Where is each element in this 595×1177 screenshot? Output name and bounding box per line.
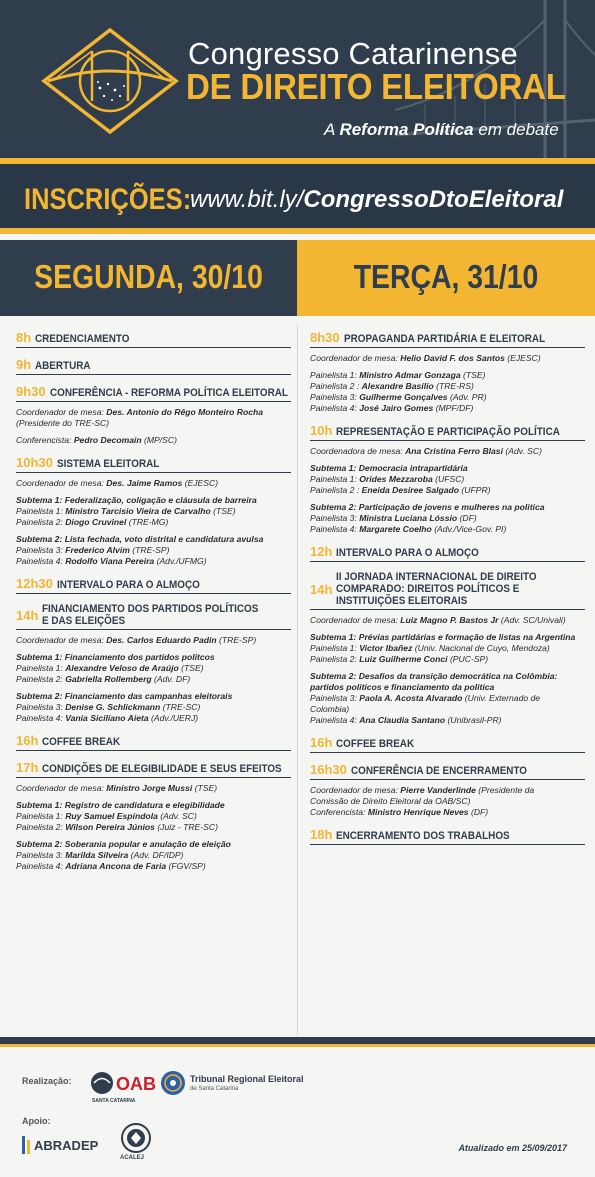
schedule-item	[16, 455, 291, 567]
schedule-title: PROPAGANDA PARTIDÁRIA E ELEITORAL	[343, 333, 545, 345]
footer-divider	[0, 1037, 595, 1047]
schedule-item-header	[16, 760, 291, 778]
detail-pre: Conferencista:	[16, 435, 74, 445]
detail-post: (Adv. SC)	[157, 811, 197, 821]
schedule-detail-line	[310, 502, 585, 513]
detail-post: (UFPR)	[459, 485, 491, 495]
schedule-detail-line	[16, 635, 291, 646]
schedule-title: CONDIÇÕES DE ELEGIBILIDADE E SEUS EFEITOS	[42, 763, 283, 775]
detail-pre: Painelista 1:	[310, 474, 360, 484]
schedule-title: SISTEMA ELEITORAL	[56, 458, 160, 470]
schedule-detail-line	[16, 783, 291, 794]
detail-bold: Subtema 1: Registro de candidatura e elegibilidade	[16, 800, 225, 810]
schedule-detail-line	[310, 643, 585, 654]
schedule-detail-line	[310, 682, 585, 693]
schedule-item-header	[16, 576, 291, 594]
acalej-name: ACALEJ	[120, 1155, 145, 1161]
subtitle-bold: Reforma Política	[339, 120, 474, 139]
abradep-name: ABRADEP	[34, 1138, 99, 1153]
detail-pre: (Presidente do TRE-SC)	[16, 418, 110, 428]
schedule-detail-line	[310, 704, 585, 715]
schedule-detail-line	[310, 524, 585, 535]
schedule-detail-line	[310, 796, 585, 807]
schedule-item	[16, 330, 291, 348]
schedule-detail-line	[16, 556, 291, 567]
detail-pre: Painelista 4:	[16, 861, 66, 871]
detail-bold: Alexandre Veloso de Araújo	[65, 663, 179, 673]
day-header-tuesday	[297, 240, 595, 316]
schedule-detail-line	[310, 513, 585, 524]
detail-bold: Subtema 1: Financiamento dos partidos politcos	[16, 652, 215, 662]
detail-bold: Ministro Henrique Neves	[367, 807, 469, 817]
schedule-time: 10h30	[16, 455, 53, 470]
schedule-detail-line	[310, 671, 585, 682]
detail-post: (TRE-RS)	[433, 381, 474, 391]
schedule-detail-line	[16, 545, 291, 556]
schedule-time: 16h	[310, 735, 333, 750]
schedule-detail-line	[16, 839, 291, 850]
registration-link[interactable]	[190, 186, 563, 214]
schedule-item	[310, 827, 585, 845]
detail-pre: Painelista 1:	[16, 506, 66, 516]
detail-bold: partidos politicos e financiamento da politica	[310, 682, 495, 692]
detail-bold: Guilherme Gonçalves	[359, 392, 448, 402]
detail-bold: Subtema 2: Desafios da transição democrática na Colômbia:	[310, 671, 558, 681]
detail-pre: Coordenador de mesa:	[310, 353, 401, 363]
detail-post: (TSE)	[210, 506, 236, 516]
detail-post: (DF)	[457, 513, 477, 523]
registration-bar	[0, 158, 595, 234]
schedule-detail-line	[310, 715, 585, 726]
schedule-detail-line	[16, 652, 291, 663]
congress-title-line2: DE DIREITO ELEITORAL	[186, 66, 566, 107]
detail-pre: Coordenador de mesa:	[16, 635, 107, 645]
apoio-label: Apoio:	[22, 1116, 51, 1126]
schedule-item-header	[310, 423, 585, 441]
detail-pre: Coordenador de mesa:	[16, 783, 107, 793]
registration-label: INSCRIÇÕES:	[24, 183, 192, 216]
schedule-item	[310, 544, 585, 562]
detail-pre: Painelista 4:	[310, 715, 360, 725]
detail-bold: Ruy Samuel Espíndola	[65, 811, 158, 821]
schedule-item-header	[16, 330, 291, 348]
schedule-item	[16, 733, 291, 751]
detail-post: (MP/SC)	[141, 435, 177, 445]
detail-pre: Painelista 1:	[16, 663, 66, 673]
schedule-detail-line	[310, 693, 585, 704]
schedule-item-header	[16, 455, 291, 473]
schedule-item-header	[16, 733, 291, 751]
detail-post: (Juiz - TRE-SC)	[154, 822, 218, 832]
detail-bold: Subtema 1: Federalização, coligação e cláusula de barreira	[16, 495, 257, 505]
schedule-title: CREDENCIAMENTO	[35, 333, 130, 345]
schedule-detail-line	[310, 474, 585, 485]
schedule-detail-line	[16, 534, 291, 545]
schedule-detail-line	[16, 691, 291, 702]
schedule-detail-line	[16, 495, 291, 506]
detail-bold: Marilda Silveira	[65, 850, 129, 860]
oab-subtitle: SANTA CATARINA	[92, 1098, 136, 1104]
detail-pre: Painelista 4:	[310, 403, 360, 413]
detail-post: (Adv. SC/Univali)	[498, 615, 566, 625]
schedule-time: 18h	[310, 827, 333, 842]
detail-bold: Des. Jaime Ramos	[106, 478, 183, 488]
detail-post: (TRE-SP)	[129, 545, 170, 555]
schedule-time: 9h30	[16, 384, 46, 399]
detail-pre: Coordenador de mesa:	[310, 785, 401, 795]
detail-pre: Painelista 1:	[310, 370, 360, 380]
schedule-item-header	[310, 571, 585, 610]
tre-subtitle: de Santa Catarina	[190, 1086, 239, 1092]
detail-bold: Rodolfo Viana Pereira	[65, 556, 155, 566]
detail-pre: Coordenador de mesa:	[310, 615, 401, 625]
detail-bold: Subtema 1: Democracia intrapartidária	[310, 463, 468, 473]
detail-pre: Painelista 3:	[16, 702, 66, 712]
realizacao-label: Realização:	[22, 1076, 72, 1086]
schedule-item	[16, 760, 291, 872]
detail-bold: Wilson Pereira Júnios	[65, 822, 155, 832]
detail-bold: Des. Carlos Eduardo Padin	[106, 635, 217, 645]
detail-bold: Ministro Jorge Mussi	[106, 783, 193, 793]
schedule-item	[310, 330, 585, 414]
abradep-emblem-icon	[20, 1134, 34, 1156]
schedule-title: ABERTURA	[35, 360, 91, 372]
detail-pre: Painelista 3:	[310, 693, 360, 703]
schedule-title: INTERVALO PARA O ALMOÇO	[336, 547, 480, 559]
schedule-item	[310, 762, 585, 818]
detail-bold: Luiz Magno P. Bastos Jr	[400, 615, 499, 625]
day-label-monday: SEGUNDA, 30/10	[34, 258, 263, 295]
schedule-detail-line	[16, 800, 291, 811]
detail-bold: Helio David F. dos Santos	[400, 353, 505, 363]
detail-bold: Ana Cristina Ferro Blasi	[405, 446, 503, 456]
detail-bold: Orides Mezzaroba	[359, 474, 433, 484]
detail-pre: Coordenadora de mesa:	[310, 446, 406, 456]
schedule-time: 8h30	[310, 330, 340, 345]
schedule-item	[310, 423, 585, 535]
schedule-detail-line	[310, 370, 585, 381]
oab-text: OAB	[116, 1074, 156, 1094]
detail-post: (Adv. PR)	[447, 392, 487, 402]
schedule-time: 16h30	[310, 762, 347, 777]
footer	[0, 1050, 595, 1177]
detail-bold: Diogo Cruvinel	[65, 517, 127, 527]
schedule-item	[310, 735, 585, 753]
detail-bold: Eneida Desiree Salgado	[361, 485, 460, 495]
detail-post: (Unibrasil-PR)	[445, 715, 502, 725]
schedule-detail-line	[310, 807, 585, 818]
detail-pre: Comissão de Direito Eleitoral da OAB/SC)	[310, 796, 471, 806]
schedule-detail-line	[16, 663, 291, 674]
tre-logo	[160, 1068, 320, 1102]
schedule-title: INTERVALO PARA O ALMOÇO	[56, 579, 200, 591]
schedule-detail-line	[310, 403, 585, 414]
schedule-item-header	[310, 735, 585, 753]
detail-bold: Des. Antonio do Rêgo Monteiro Rocha	[106, 407, 264, 417]
detail-post: (DF)	[468, 807, 489, 817]
schedule-column-tuesday	[310, 330, 585, 854]
detail-bold: Alexandre Basílio	[361, 381, 434, 391]
detail-post: (Adv./UERJ)	[148, 713, 199, 723]
schedule-title: CONFERÊNCIA DE ENCERRAMENTO	[350, 765, 527, 777]
detail-post: (TRE-SC)	[160, 702, 201, 712]
detail-pre: Painelista 2:	[16, 674, 66, 684]
tre-emblem-icon	[160, 1070, 186, 1096]
schedule-detail-line	[16, 822, 291, 833]
schedule-item	[16, 603, 291, 724]
schedule-detail-line	[16, 674, 291, 685]
schedule-time: 9h	[16, 357, 32, 372]
schedule-detail-line	[16, 506, 291, 517]
detail-pre: Painelista 2 :	[310, 381, 362, 391]
detail-post: (TRE-MG)	[126, 517, 169, 527]
abradep-logo	[20, 1132, 110, 1160]
detail-post: (Univ. Externado de	[462, 693, 541, 703]
detail-pre: Painelista 2 :	[310, 485, 362, 495]
registration-url-pre: www.bit.ly/	[190, 186, 304, 213]
detail-bold: Gabriella Rollemberg	[65, 674, 152, 684]
detail-post: (Adv./UFMG)	[154, 556, 207, 566]
schedule-title: COFFEE BREAK	[336, 738, 415, 750]
schedule-detail-line	[16, 407, 291, 418]
schedule-detail-line	[16, 850, 291, 861]
schedule-detail-line	[16, 478, 291, 489]
detail-pre: Painelista 2:	[16, 517, 66, 527]
schedule-title: ENCERRAMENTO DOS TRABALHOS	[336, 830, 511, 842]
acalej-logo	[120, 1122, 156, 1168]
detail-bold: Subtema 1: Prévias partidárias e formação de listas na Argentina	[310, 632, 576, 642]
schedule-time: 16h	[16, 733, 39, 748]
schedule-detail-line	[16, 861, 291, 872]
detail-bold: Ana Claudia Santano	[359, 715, 446, 725]
schedule-detail-line	[310, 485, 585, 496]
detail-pre: Painelista 3:	[16, 850, 66, 860]
detail-pre: Painelista 4:	[16, 556, 66, 566]
schedule-title: COFFEE BREAK	[42, 736, 121, 748]
oab-logo	[90, 1068, 156, 1104]
schedule-time: 14h	[16, 607, 39, 623]
detail-post: (Adv. SC)	[502, 446, 542, 456]
schedule-time: 8h	[16, 330, 32, 345]
schedule-item-header	[16, 384, 291, 402]
schedule-time: 12h	[310, 544, 333, 559]
detail-pre: Painelista 3:	[310, 513, 360, 523]
schedule-detail-line	[310, 392, 585, 403]
detail-pre: Coordenador de mesa:	[16, 478, 107, 488]
detail-bold: José Jairo Gomes	[359, 403, 434, 413]
schedule-title: II JORNADA INTERNACIONAL DE DIREITO COMPARADO: DIREITOS POLÍTICOS E INSTITUIÇÕES ELEITORAIS	[336, 571, 537, 607]
detail-bold: Ministro Tarcisio Vieira de Carvalho	[65, 506, 211, 516]
detail-bold: Paola A. Acosta Alvarado	[359, 693, 463, 703]
oab-emblem-icon	[90, 1068, 156, 1098]
detail-pre: Painelista 4:	[310, 524, 360, 534]
schedule-detail-line	[310, 632, 585, 643]
schedule-item-header	[16, 603, 291, 630]
detail-bold: Victor Ibañez	[359, 643, 413, 653]
schedule-detail-line	[310, 446, 585, 457]
congress-title-line1: Congresso Catarinense	[188, 36, 518, 71]
schedule-column-monday	[16, 330, 291, 881]
schedule-detail-line	[16, 517, 291, 528]
detail-pre: Painelista 1:	[16, 811, 66, 821]
detail-post: (Adv. DF)	[151, 674, 191, 684]
detail-post: (TSE)	[178, 663, 204, 673]
congress-logo-icon	[40, 26, 180, 136]
subtitle-post: em debate	[473, 120, 559, 139]
detail-post: (UFSC)	[432, 474, 465, 484]
schedule-detail-line	[310, 654, 585, 665]
schedule-time: 12h30	[16, 576, 53, 591]
detail-bold: Subtema 2: Soberania popular e anulação de eleição	[16, 839, 231, 849]
detail-bold: Subtema 2: Lista fechada, voto distrital e candidatura avulsa	[16, 534, 264, 544]
schedule-detail-line	[16, 713, 291, 724]
detail-bold: Pierre Vanderlinde	[400, 785, 476, 795]
detail-bold: Margarete Coelho	[359, 524, 432, 534]
detail-bold: Ministro Admar Gonzaga	[359, 370, 461, 380]
schedule-detail-line	[16, 811, 291, 822]
detail-post: (Adv./Vice-Gov. PI)	[431, 524, 507, 534]
schedule-detail-line	[310, 785, 585, 796]
detail-post: (FGV/SP)	[166, 861, 206, 871]
detail-pre: Colombia)	[310, 704, 350, 714]
day-header-monday	[0, 240, 297, 316]
detail-post: (Presidente da	[475, 785, 535, 795]
schedule-item-header	[310, 827, 585, 845]
detail-bold: Luiz Guilherme Conci	[359, 654, 448, 664]
detail-post: (EJESC)	[504, 353, 541, 363]
detail-post: (TSE)	[192, 783, 218, 793]
schedule-detail-line	[16, 418, 291, 429]
congress-subtitle	[324, 120, 559, 140]
detail-bold: Subtema 2: Financiamento das campanhas eleitorais	[16, 691, 233, 701]
detail-bold: Adriana Ancona de Faria	[65, 861, 167, 871]
detail-pre: Painelista 3:	[16, 545, 66, 555]
schedule-detail-line	[310, 463, 585, 474]
detail-pre: Painelista 4:	[16, 713, 66, 723]
header-banner	[0, 0, 595, 158]
schedule-detail-line	[16, 435, 291, 446]
schedule-title: CONFERÊNCIA - REFORMA POLÍTICA ELEITORAL	[49, 387, 288, 399]
detail-bold: Frederico Alvim	[65, 545, 130, 555]
schedule-title: FINANCIAMENTO DOS PARTIDOS POLÍTICOS E DAS ELEIÇÕES	[42, 603, 259, 627]
detail-pre: Conferencista:	[310, 807, 368, 817]
schedule-time: 14h	[310, 581, 333, 597]
detail-post: (TSE)	[460, 370, 486, 380]
detail-post: (Adv. DF/IDP)	[128, 850, 184, 860]
detail-pre: Painelista 1:	[310, 643, 360, 653]
tre-name: Tribunal Regional Eleitoral	[190, 1074, 304, 1084]
detail-pre: Painelista 3:	[310, 392, 360, 402]
schedule-item-header	[310, 544, 585, 562]
schedule-item-header	[16, 357, 291, 375]
schedule-item	[16, 384, 291, 446]
schedule-detail-line	[16, 702, 291, 713]
schedule-time: 10h	[310, 423, 333, 438]
detail-post: (MPF/DF)	[433, 403, 474, 413]
schedule-item	[310, 571, 585, 726]
detail-bold: Pedro Decomain	[73, 435, 142, 445]
column-divider	[297, 325, 298, 1035]
schedule-item	[16, 576, 291, 594]
detail-bold: Ministra Luciana Lóssio	[359, 513, 458, 523]
acalej-emblem-icon	[120, 1122, 152, 1154]
schedule-detail-line	[310, 615, 585, 626]
schedule-item	[16, 357, 291, 375]
detail-bold: Vania Siciliano Aieta	[65, 713, 149, 723]
detail-post: (TRE-SP)	[216, 635, 257, 645]
registration-url-bold: CongressoDtoEleitoral	[303, 186, 564, 213]
detail-post: (Univ. Nacional de Cuyo, Mendoza)	[412, 643, 550, 653]
day-label-tuesday: TERÇA, 31/10	[353, 258, 539, 295]
schedule-item-header	[310, 762, 585, 780]
schedule-title: REPRESENTAÇÃO E PARTICIPAÇÃO POLÍTICA	[336, 426, 561, 438]
detail-bold: Subtema 2: Participação de jovens e mulheres na politica	[310, 502, 545, 512]
detail-post: (EJESC)	[182, 478, 219, 488]
schedule-time: 17h	[16, 760, 39, 775]
schedule-detail-line	[310, 381, 585, 392]
schedule-item-header	[310, 330, 585, 348]
detail-pre: Painelista 2:	[310, 654, 360, 664]
detail-bold: Denise G. Schlickmann	[65, 702, 161, 712]
detail-pre: Coordenador de mesa:	[16, 407, 107, 417]
detail-pre: Painelista 2:	[16, 822, 66, 832]
updated-date: Atualizado em 25/09/2017	[458, 1143, 567, 1153]
schedule-detail-line	[310, 353, 585, 364]
detail-post: (PUC-SP)	[447, 654, 489, 664]
subtitle-pre: A	[324, 120, 340, 139]
